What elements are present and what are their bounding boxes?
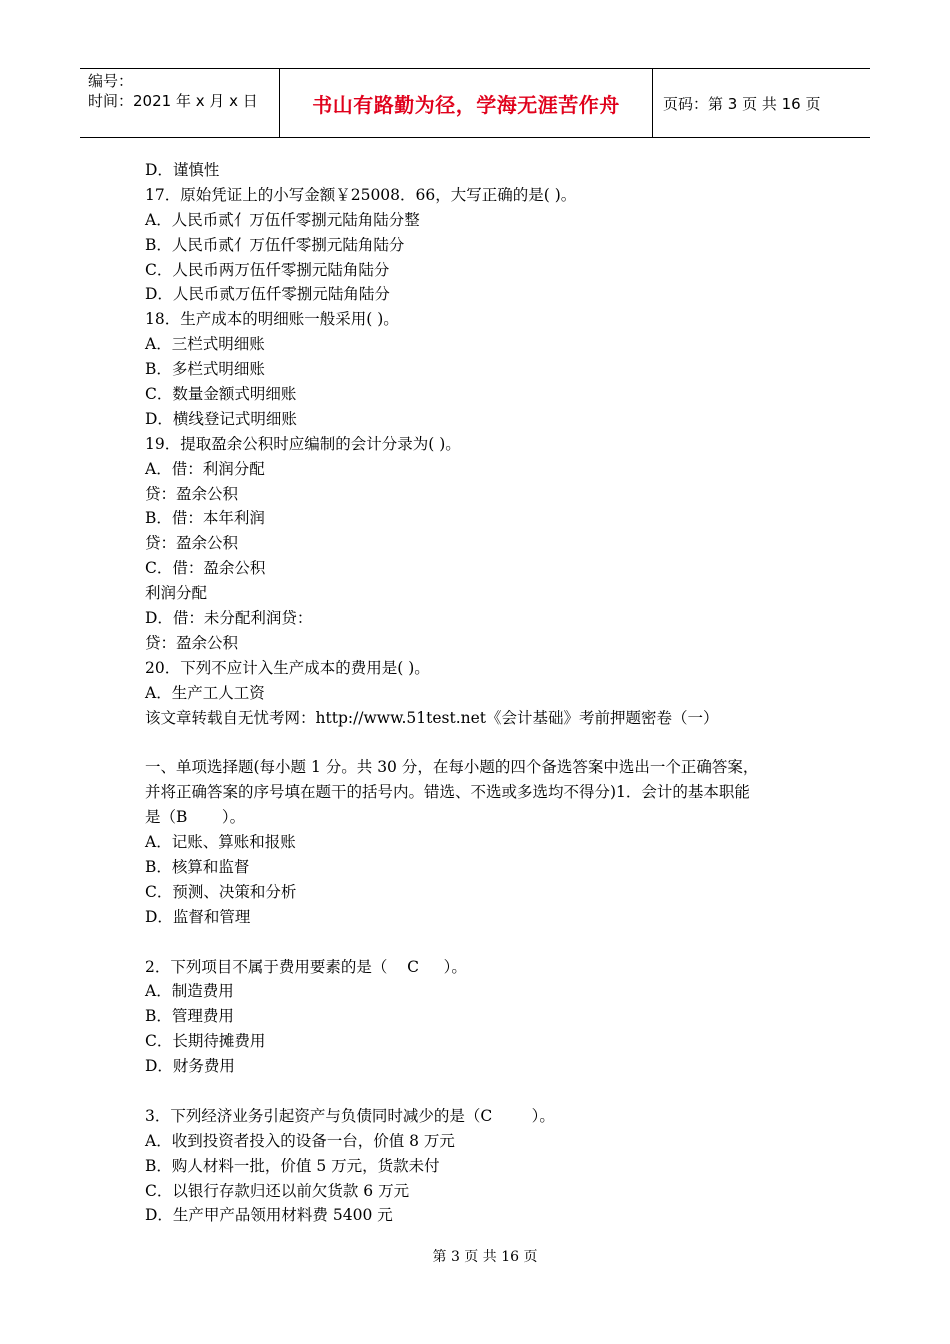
document-body: [145, 158, 825, 1228]
page-header: [80, 68, 870, 138]
text-line: A．制造费用: [145, 982, 234, 1001]
text-line: 贷：盈余公积: [145, 484, 239, 503]
text-line: 贷：盈余公积: [145, 633, 239, 652]
text-line: 利润分配: [145, 584, 208, 603]
text-line: C．人民币两万伍仟零捌元陆角陆分: [145, 260, 390, 279]
text-line: 贷：盈余公积: [145, 534, 239, 553]
text-line: C．预测、决策和分析: [145, 882, 297, 901]
header-motto: 书山有路勤为径，学海无涯苦作舟: [280, 69, 653, 137]
text-line: 3．下列经济业务引起资产与负债同时减少的是（C ）。: [145, 1106, 555, 1125]
text-line: 并将正确答案的序号填在题干的括号内。错选、不选或多选均不得分)1．会计的基本职能: [145, 783, 750, 802]
text-line: 是（B ）。: [145, 808, 246, 827]
time-label: 时间：2021 年 x 月 x 日: [88, 92, 258, 110]
text-line: A．记账、算账和报账: [145, 833, 296, 852]
text-line: C．数量金额式明细账: [145, 385, 297, 404]
text-line: D．谨慎性: [145, 161, 220, 179]
blank-line: [145, 930, 825, 955]
text-line: C．以银行存款归还以前欠货款 6 万元: [145, 1181, 410, 1200]
text-line: C．借：盈余公积: [145, 559, 266, 578]
text-line: A．三栏式明细账: [145, 335, 265, 354]
text-line: A．人民币贰亻万伍仟零捌元陆角陆分整: [145, 210, 420, 229]
text-line: C．长期待摊费用: [145, 1032, 266, 1051]
text-line: D．财务费用: [145, 1057, 235, 1076]
text-line: B．核算和监督: [145, 857, 250, 876]
number-label: 编号：: [88, 72, 134, 90]
text-line: D．监督和管理: [145, 907, 251, 926]
text-line: 2．下列项目不属于费用要素的是（ C ）。: [145, 957, 467, 976]
header-page-number: 页码：第 3 页 共 16 页: [663, 94, 821, 113]
text-line: 19．提取盈余公积时应编制的会计分录为( )。: [145, 434, 461, 453]
text-line: B．多栏式明细账: [145, 360, 265, 379]
text-line: B．购人材料一批，价值 5 万元，货款未付: [145, 1156, 440, 1175]
text-line: 一、单项选择题(每小题 1 分。共 30 分，在每小题的四个备选答案中选出一个正确答案，: [145, 758, 759, 777]
text-line: A．收到投资者投入的设备一台，价值 8 万元: [145, 1131, 455, 1150]
text-line: D．横线登记式明细账: [145, 409, 297, 428]
text-line: D．生产甲产品领用材料费 5400 元: [145, 1206, 393, 1225]
text-line: 20．下列不应计入生产成本的费用是( )。: [145, 658, 430, 677]
text-line: A．借：利润分配: [145, 459, 265, 478]
text-line: A．生产工人工资: [145, 683, 265, 702]
text-line: D．借：未分配利润贷：: [145, 609, 313, 628]
text-line: 17．原始凭证上的小写金额￥25008．66，大写正确的是( )。: [145, 185, 577, 204]
blank-line: [145, 730, 825, 755]
text-line: D．人民币贰万伍仟零捌元陆角陆分: [145, 285, 390, 304]
text-line: 该文章转载自无忧考网：http://www.51test.net《会计基础》考前押题密卷（一）: [145, 708, 719, 727]
text-line: B．管理费用: [145, 1007, 234, 1026]
blank-line: [145, 1079, 825, 1104]
text-line: B．人民币贰亻万伍仟零捌元陆角陆分: [145, 235, 405, 254]
text-line: B．借：本年利润: [145, 509, 265, 528]
page-footer: 第 3 页 共 16 页: [432, 1249, 538, 1265]
header-info: [80, 69, 280, 137]
text-line: 18．生产成本的明细账一般采用( )。: [145, 310, 399, 329]
